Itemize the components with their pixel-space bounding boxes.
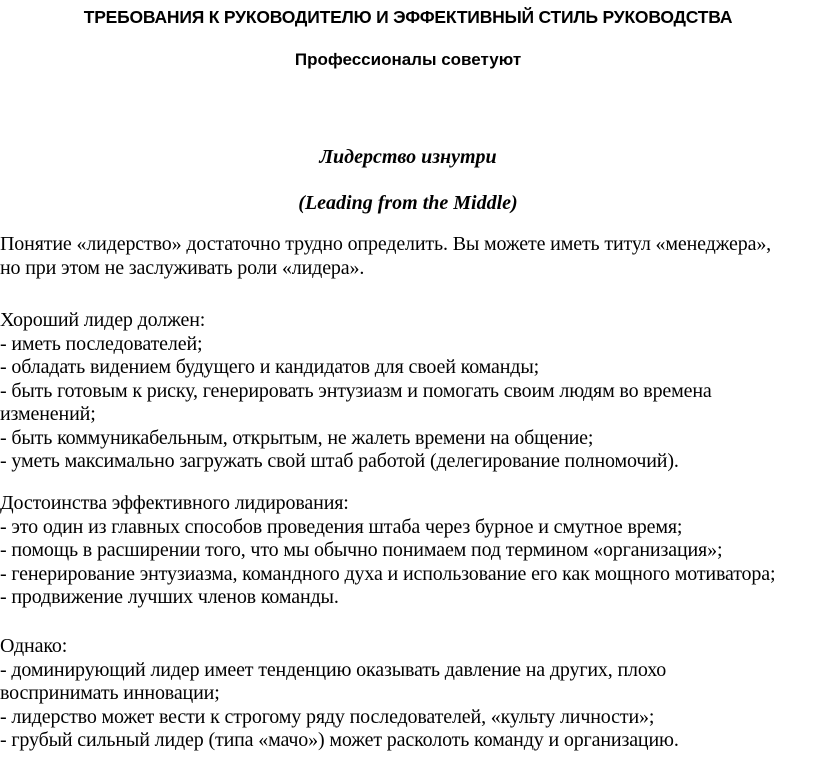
good-leader-list: [0, 309, 816, 474]
list-item: - грубый сильный лидер (типа «мачо») может расколоть команду и организацию.: [0, 729, 679, 751]
list-item: - генерирование энтузиазма, командного духа и использование его как мощного мотиватора;: [0, 562, 776, 585]
list-item: - уметь максимально загружать свой штаб работой (делегирование полномочий).: [0, 450, 679, 472]
document-title: ТРЕБОВАНИЯ К РУКОВОДИТЕЛЮ И ЭФФЕКТИВНЫЙ СТИЛЬ РУКОВОДСТВА: [83, 7, 733, 27]
list-item: - помощь в расширении того, что мы обычно понимаем под термином «организация»;: [0, 539, 723, 561]
intro-line: но при этом не заслуживать роли «лидера».: [0, 256, 365, 279]
advantages-list: [0, 492, 816, 610]
however-heading: Однако:: [0, 635, 68, 657]
list-item: - это один из главных способов проведения штаба через бурное и смутное время;: [0, 515, 683, 538]
good-leader-heading: Хороший лидер должен:: [0, 309, 206, 331]
advantages-heading: Достоинства эффективного лидирования:: [0, 492, 349, 514]
section-title: Лидерство изнутри: [319, 146, 497, 168]
intro-line: Понятие «лидерство» достаточно трудно определить. Вы можете иметь титул «менеджера»,: [0, 233, 772, 255]
intro-paragraph: [0, 233, 816, 280]
list-item: - быть коммуникабельным, открытым, не жалеть времени на общение;: [0, 426, 594, 449]
list-item: - иметь последователей;: [0, 332, 203, 355]
list-item-continuation: воспринимать инновации;: [0, 682, 220, 704]
list-item: - лидерство может вести к строгому ряду последователей, «культу личности»;: [0, 705, 655, 728]
list-item: - обладать видением будущего и кандидатов для своей команды;: [0, 356, 540, 378]
list-item: - быть готовым к риску, генерировать энтузиазм и помогать своим людям во времена: [0, 379, 712, 402]
however-list: [0, 635, 816, 753]
list-item-continuation: изменений;: [0, 403, 96, 425]
section-title-english: (Leading from the Middle): [298, 192, 518, 214]
list-item: - продвижение лучших членов команды.: [0, 586, 339, 608]
document-subtitle: Профессионалы советуют: [294, 50, 522, 69]
list-item: - доминирующий лидер имеет тенденцию оказывать давление на других, плохо: [0, 658, 667, 681]
